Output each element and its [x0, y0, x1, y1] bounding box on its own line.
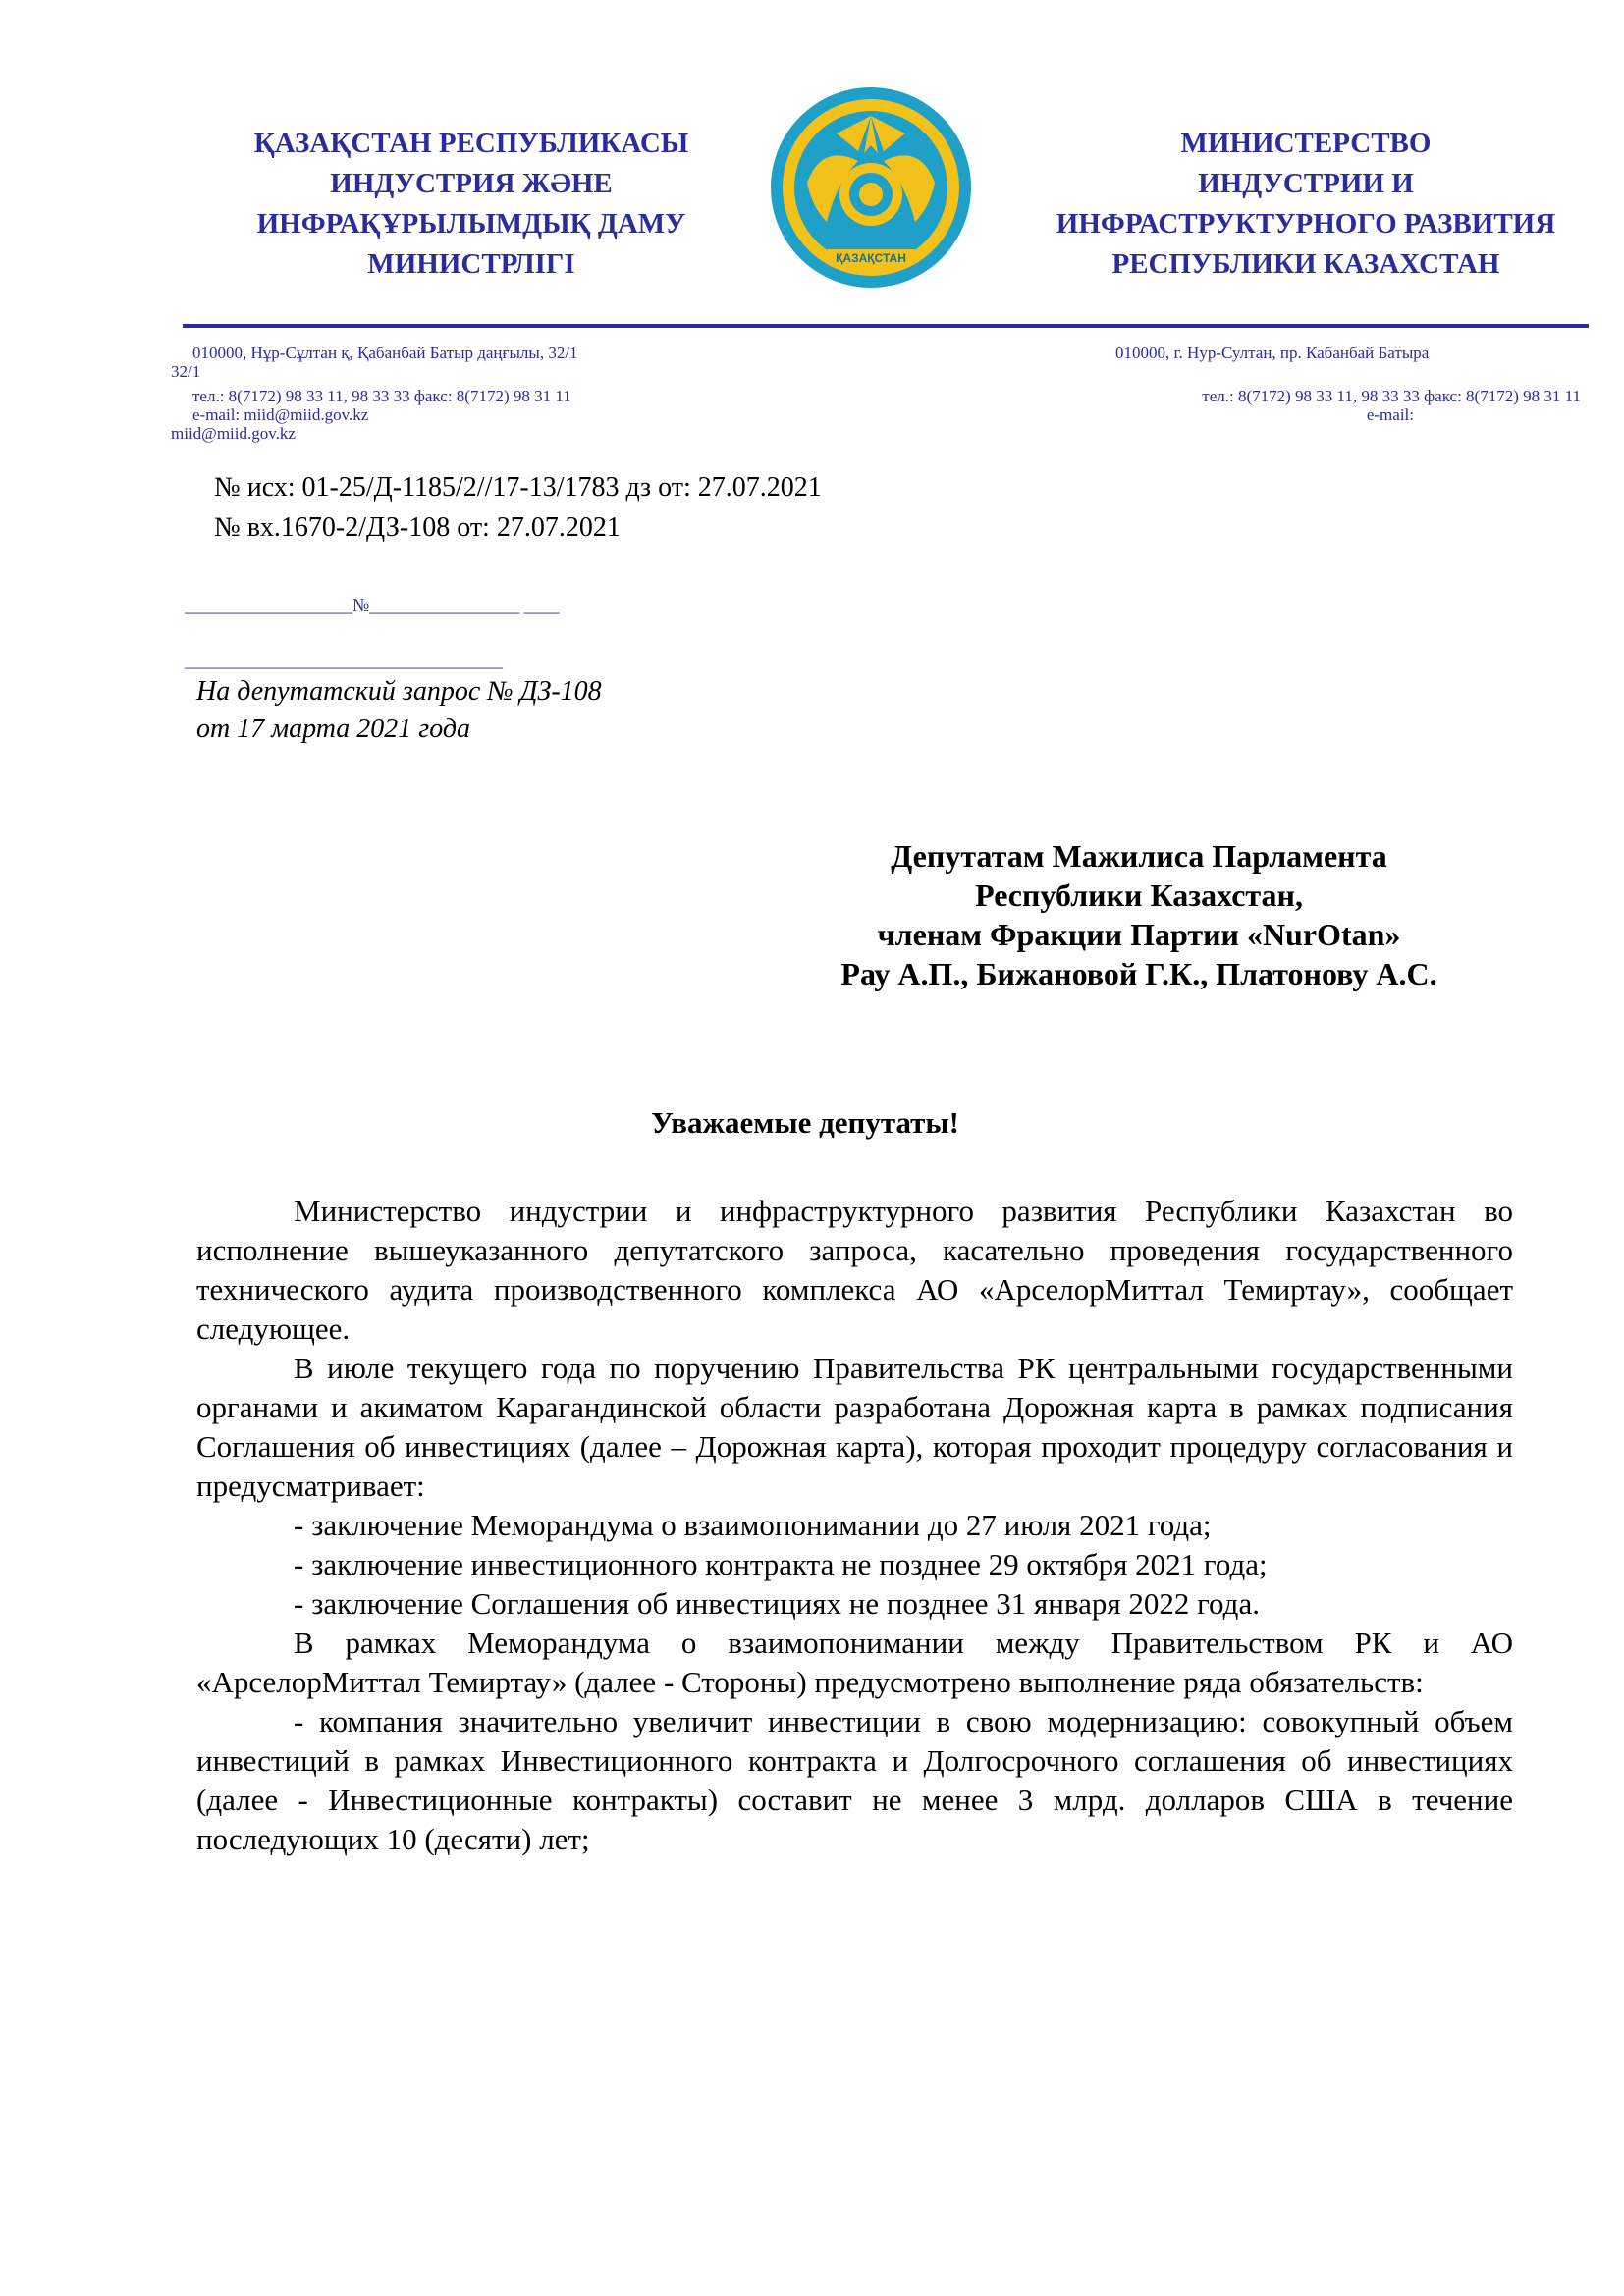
body-list-item: - заключение Соглашения об инвестициях не позднее 31 января 2022 года. — [294, 1586, 1260, 1621]
reference-block — [196, 673, 602, 748]
header-left-line: ИНФРАҚҰРЫЛЫМДЫҚ ДАМУ — [256, 208, 686, 240]
body-paragraph: Министерство индустрии и инфраструктурного развития Республики Казахстан во исполнение вышеуказанного депутатского запроса, касательно проведения государственного технического аудита производственного комплекса АО «АрселорМиттал Темиртау», сообщает следующее. — [196, 1194, 1513, 1346]
emblem-caption: ҚАЗАҚСТАН — [836, 251, 906, 265]
reference-line: от 17 марта 2021 года — [196, 714, 471, 744]
incoming-number: № вх.1670-2/ДЗ-108 от: 27.07.2021 — [214, 512, 621, 543]
reference-line: На депутатский запрос № ДЗ-108 — [196, 676, 602, 707]
right-email: e-mail: — [1366, 405, 1414, 424]
state-emblem — [768, 84, 974, 291]
header-right-line: ИНФРАСТРУКТУРНОГО РАЗВИТИЯ — [1056, 208, 1556, 240]
header-right-line: ИНДУСТРИИ И — [1198, 168, 1414, 199]
header-right-line: МИНИСТЕРСТВО — [1180, 128, 1432, 159]
addressee-line: членам Фракции Партии «NurOtan» — [877, 917, 1401, 952]
state-emblem-icon — [768, 84, 974, 291]
header-right-line: РЕСПУБЛИКИ КАЗАХСТАН — [1111, 248, 1500, 280]
addressee-line: Депутатам Мажилиса Парламента — [891, 838, 1387, 874]
outgoing-number: № исх: 01-25/Д-1185/2//17-13/1783 дз от: 27.07.2021 — [214, 472, 822, 503]
contacts-right — [1060, 344, 1581, 424]
header-left-line: ҚАЗАҚСТАН РЕСПУБЛИКАСЫ — [253, 128, 689, 159]
left-phone: тел.: 8(7172) 98 33 11, 98 33 33 факс: 8(7172) 98 31 11 — [192, 387, 571, 405]
left-email-cont: miid@miid.gov.kz — [171, 424, 296, 443]
salutation: Уважаемые депутаты! — [651, 1105, 959, 1140]
contacts-left — [171, 344, 578, 443]
left-address-cont: 32/1 — [171, 362, 201, 381]
body-list-item: - заключение Меморандума о взаимопонимании до 27 июля 2021 года; — [294, 1508, 1212, 1542]
header-left-line: ИНДУСТРИЯ ЖӘНЕ — [330, 168, 613, 199]
header-divider — [183, 324, 1589, 328]
body-list-item: - заключение инвестиционного контракта не позднее 29 октября 2021 года; — [294, 1547, 1268, 1581]
left-email: e-mail: miid@miid.gov.kz — [192, 405, 369, 424]
blank-number-line: ___________________№_________________ ____ — [185, 595, 560, 614]
addressee-line: Республики Казахстан, — [975, 878, 1303, 913]
body-paragraph: В июле текущего года по поручению Правительства РК центральными государственными органами и акиматом Карагандинской области разработана Дорожная карта в рамках подписания Соглашения об инвестициях (далее – Дорожная карта), которая проходит процедуру согласования и предусматривает: — [196, 1351, 1513, 1503]
addressee-line: Рау А.П., Бижановой Г.К., Платонову А.С. — [840, 956, 1437, 991]
header-right-russian — [1011, 124, 1600, 285]
addressee-block — [727, 836, 1551, 993]
blank-second-line: ____________________________________ — [185, 651, 503, 670]
header-left-line: МИНИСТРЛІГІ — [367, 248, 575, 280]
left-address: 010000, Нұр-Сұлтан қ, Қабанбай Батыр даңғылы, 32/1 — [192, 344, 578, 362]
right-phone: тел.: 8(7172) 98 33 11, 98 33 33 факс: 8(7172) 98 31 11 — [1202, 387, 1581, 405]
header-left-kazakh — [196, 124, 746, 285]
body-paragraph: - компания значительно увеличит инвестиции в свою модернизацию: совокупный объем инвестиций в рамках Инвестиционного контракта и Долгосрочного соглашения об инвестициях (далее - Инвестиционные контракты) составит не менее 3 млрд. долларов США в течение последующих 10 (десяти) лет; — [196, 1704, 1513, 1856]
body-paragraph: В рамках Меморандума о взаимопонимании между Правительством РК и АО «АрселорМиттал Темиртау» (далее - Стороны) предусмотрено выполнение ряда обязательств: — [196, 1626, 1513, 1699]
letter-body — [196, 1192, 1513, 1859]
right-address: 010000, г. Нур-Султан, пр. Кабанбай Батыра — [1115, 344, 1430, 362]
